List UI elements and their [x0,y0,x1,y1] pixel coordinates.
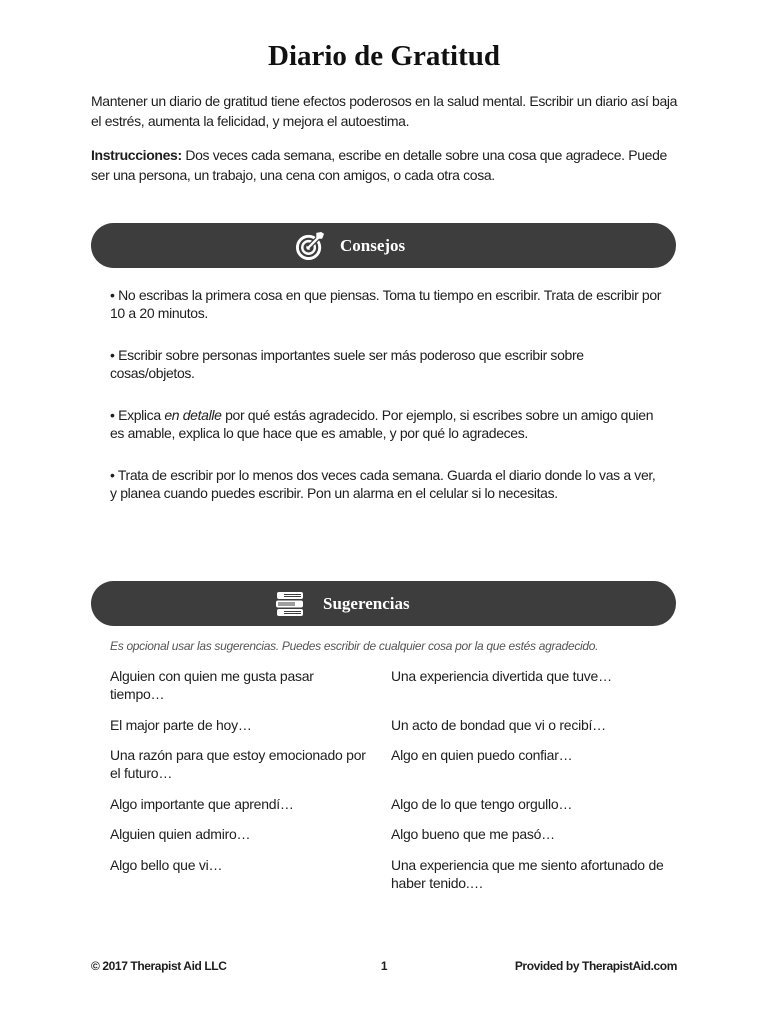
prompt-item: Una experiencia que me siento afortunado de haber tenido.… [391,856,664,891]
tips-section-header [91,223,676,268]
prompt-item: Una experiencia divertida que tuve… [391,668,612,684]
prompts-section-header [91,581,676,626]
prompt-item: Una razón para que estoy emocionado por el futuro… [110,747,366,781]
prompt-item: Algo bello que vi… [110,856,223,873]
page-title: Diario de Gratitud [268,40,500,72]
prompt-item: El major parte de hoy… [110,716,252,733]
prompt-item: Alguien quien admiro… [110,826,251,842]
prompt-item: Algo de lo que tengo orgullo… [391,795,573,812]
books-icon [274,591,306,617]
prompt-item: Alguien con quien me gusta pasar tiempo… [110,668,314,702]
prompt-item: Algo importante que aprendí… [110,795,294,812]
footer-copyright: © 2017 Therapist Aid LLC [91,959,227,973]
prompt-item: Algo en quien puedo confiar… [391,747,573,763]
prompts-list [110,667,677,892]
page-footer [91,958,677,974]
prompts-section-heading: Sugerencias [323,594,410,613]
instructions-paragraph [91,145,681,185]
tips-list [110,286,662,526]
tip-item [110,406,662,442]
intro-paragraph: Mantener un diario de gratitud tiene efectos poderosos en la salud mental. Escribir un diario así baja el estrés, aumenta la felicidad, y mejora el autoestima. [91,93,678,129]
instructions-text: Dos veces cada semana, escribe en detalle sobre una cosa que agradece. Puede ser una persona, un trabajo, una cena con amigos, o cada otra cosa. [91,147,667,183]
instructions-label: Instrucciones: [91,147,182,163]
tip-item: • Escribir sobre personas importantes suele ser más poderoso que escribir sobre cosas/objetos. [110,347,584,381]
target-icon [295,230,326,261]
tip-text: • Explica [110,407,165,423]
tips-section-heading: Consejos [340,236,406,255]
tip-item: • No escribas la primera cosa en que piensas. Toma tu tiempo en escribir. Trata de escribir por 10 a 20 minutos. [110,287,662,321]
prompt-item: Un acto de bondad que vi o recibí… [391,716,606,733]
prompt-item: Algo bueno que me pasó… [391,826,555,842]
tip-item: • Trata de escribir por lo menos dos veces cada semana. Guarda el diario donde lo vas a ver, y planea cuando puedes escribir. Pon un alarma en el celular si lo necesitas. [110,467,656,501]
tip-text: por qué estás agradecido. Por ejemplo, si escribes sobre un amigo quien es amable, explica lo que hace que es amable, y por qué lo agradeces. [110,407,654,441]
tip-emphasis: en detalle [164,407,222,423]
footer-provided-by: Provided by TherapistAid.com [514,959,677,973]
prompts-note: Es opcional usar las sugerencias. Puedes escribir de cualquier cosa por la que estés agradecido. [110,639,599,653]
footer-page-number: 1 [380,959,388,973]
